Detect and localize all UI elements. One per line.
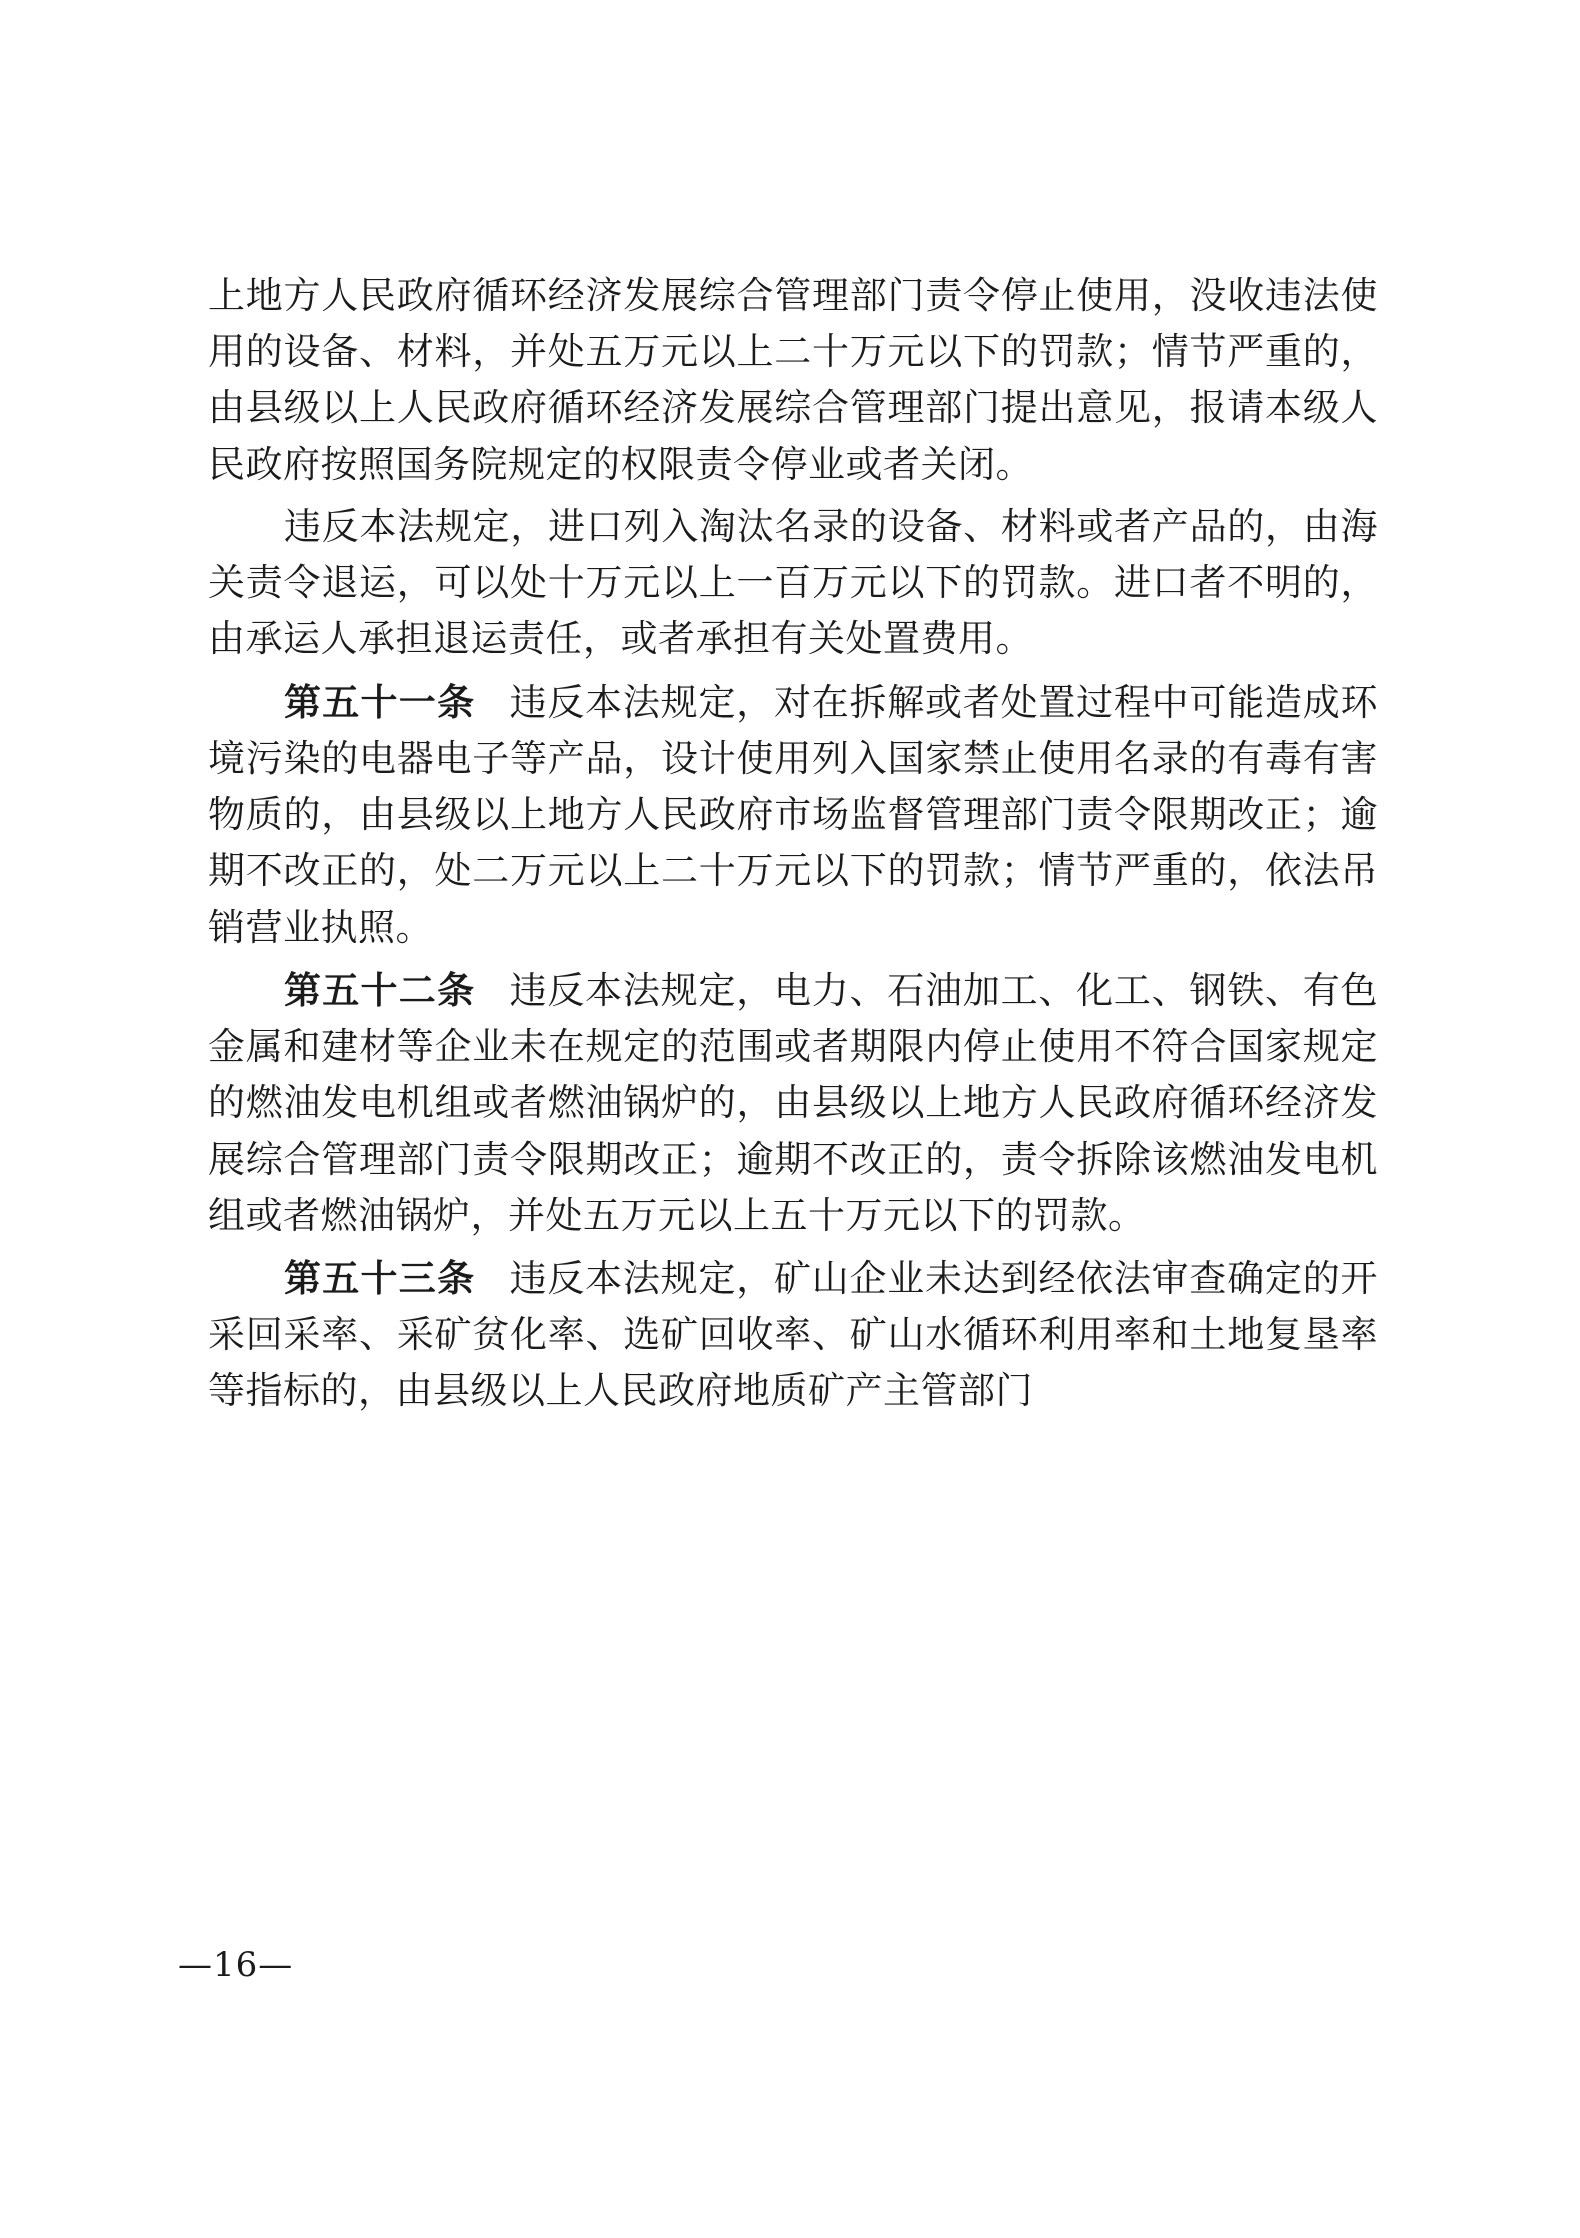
paragraph-article-51 bbox=[208, 674, 1378, 956]
paragraph-text: 上地方人民政府循环经济发展综合管理部门责令停止使用，没收违法使用的设备、材料，并处五万元以上二十万元以下的罚款；情节严重的，由县级以上人民政府循环经济发展综合管理部门提出意见，报请本级人民政府按照国务院规定的权限责令停业或者关闭。 bbox=[208, 274, 1378, 486]
article-number-52: 第五十二条 bbox=[284, 967, 476, 1012]
article-number-51: 第五十一条 bbox=[284, 679, 476, 724]
paragraph-text: 违反本法规定，进口列入淘汰名录的设备、材料或者产品的，由海关责令退运，可以处十万元以上一百万元以下的罚款。进口者不明的，由承运人承担退运责任，或者承担有关处置费用。 bbox=[208, 504, 1378, 661]
page-number: —16— bbox=[178, 1945, 294, 1985]
page-text-body bbox=[208, 268, 1378, 1426]
paragraph-continuation bbox=[208, 268, 1378, 493]
article-number-53: 第五十三条 bbox=[284, 1255, 476, 1300]
paragraph-text: 违反本法规定，矿山企业未达到经依法审查确定的开采回采率、采矿贫化率、选矿回收率、矿山水循环利用率和土地复垦率等指标的，由县级以上人民政府地质矿产主管部门 bbox=[208, 1256, 1379, 1413]
paragraph-text: 违反本法规定，电力、石油加工、化工、钢铁、有色金属和建材等企业未在规定的范围或者期限内停止使用不符合国家规定的燃油发电机组或者燃油锅炉的，由县级以上地方人民政府循环经济发展综合管理部门责令限期改正；逾期不改正的，责令拆除该燃油发电机组或者燃油锅炉，并处五万元以上五十万元以下的罚款。 bbox=[208, 968, 1379, 1237]
paragraph-text: 违反本法规定，对在拆解或者处置过程中可能造成环境污染的电器电子等产品，设计使用列入国家禁止使用名录的有毒有害物质的，由县级以上地方人民政府市场监督管理部门责令限期改正；逾期不改正的，处二万元以上二十万元以下的罚款；情节严重的，依法吊销营业执照。 bbox=[208, 680, 1379, 949]
paragraph-import-penalty bbox=[208, 499, 1378, 668]
paragraph-article-53 bbox=[208, 1250, 1378, 1420]
paragraph-article-52 bbox=[208, 962, 1378, 1244]
